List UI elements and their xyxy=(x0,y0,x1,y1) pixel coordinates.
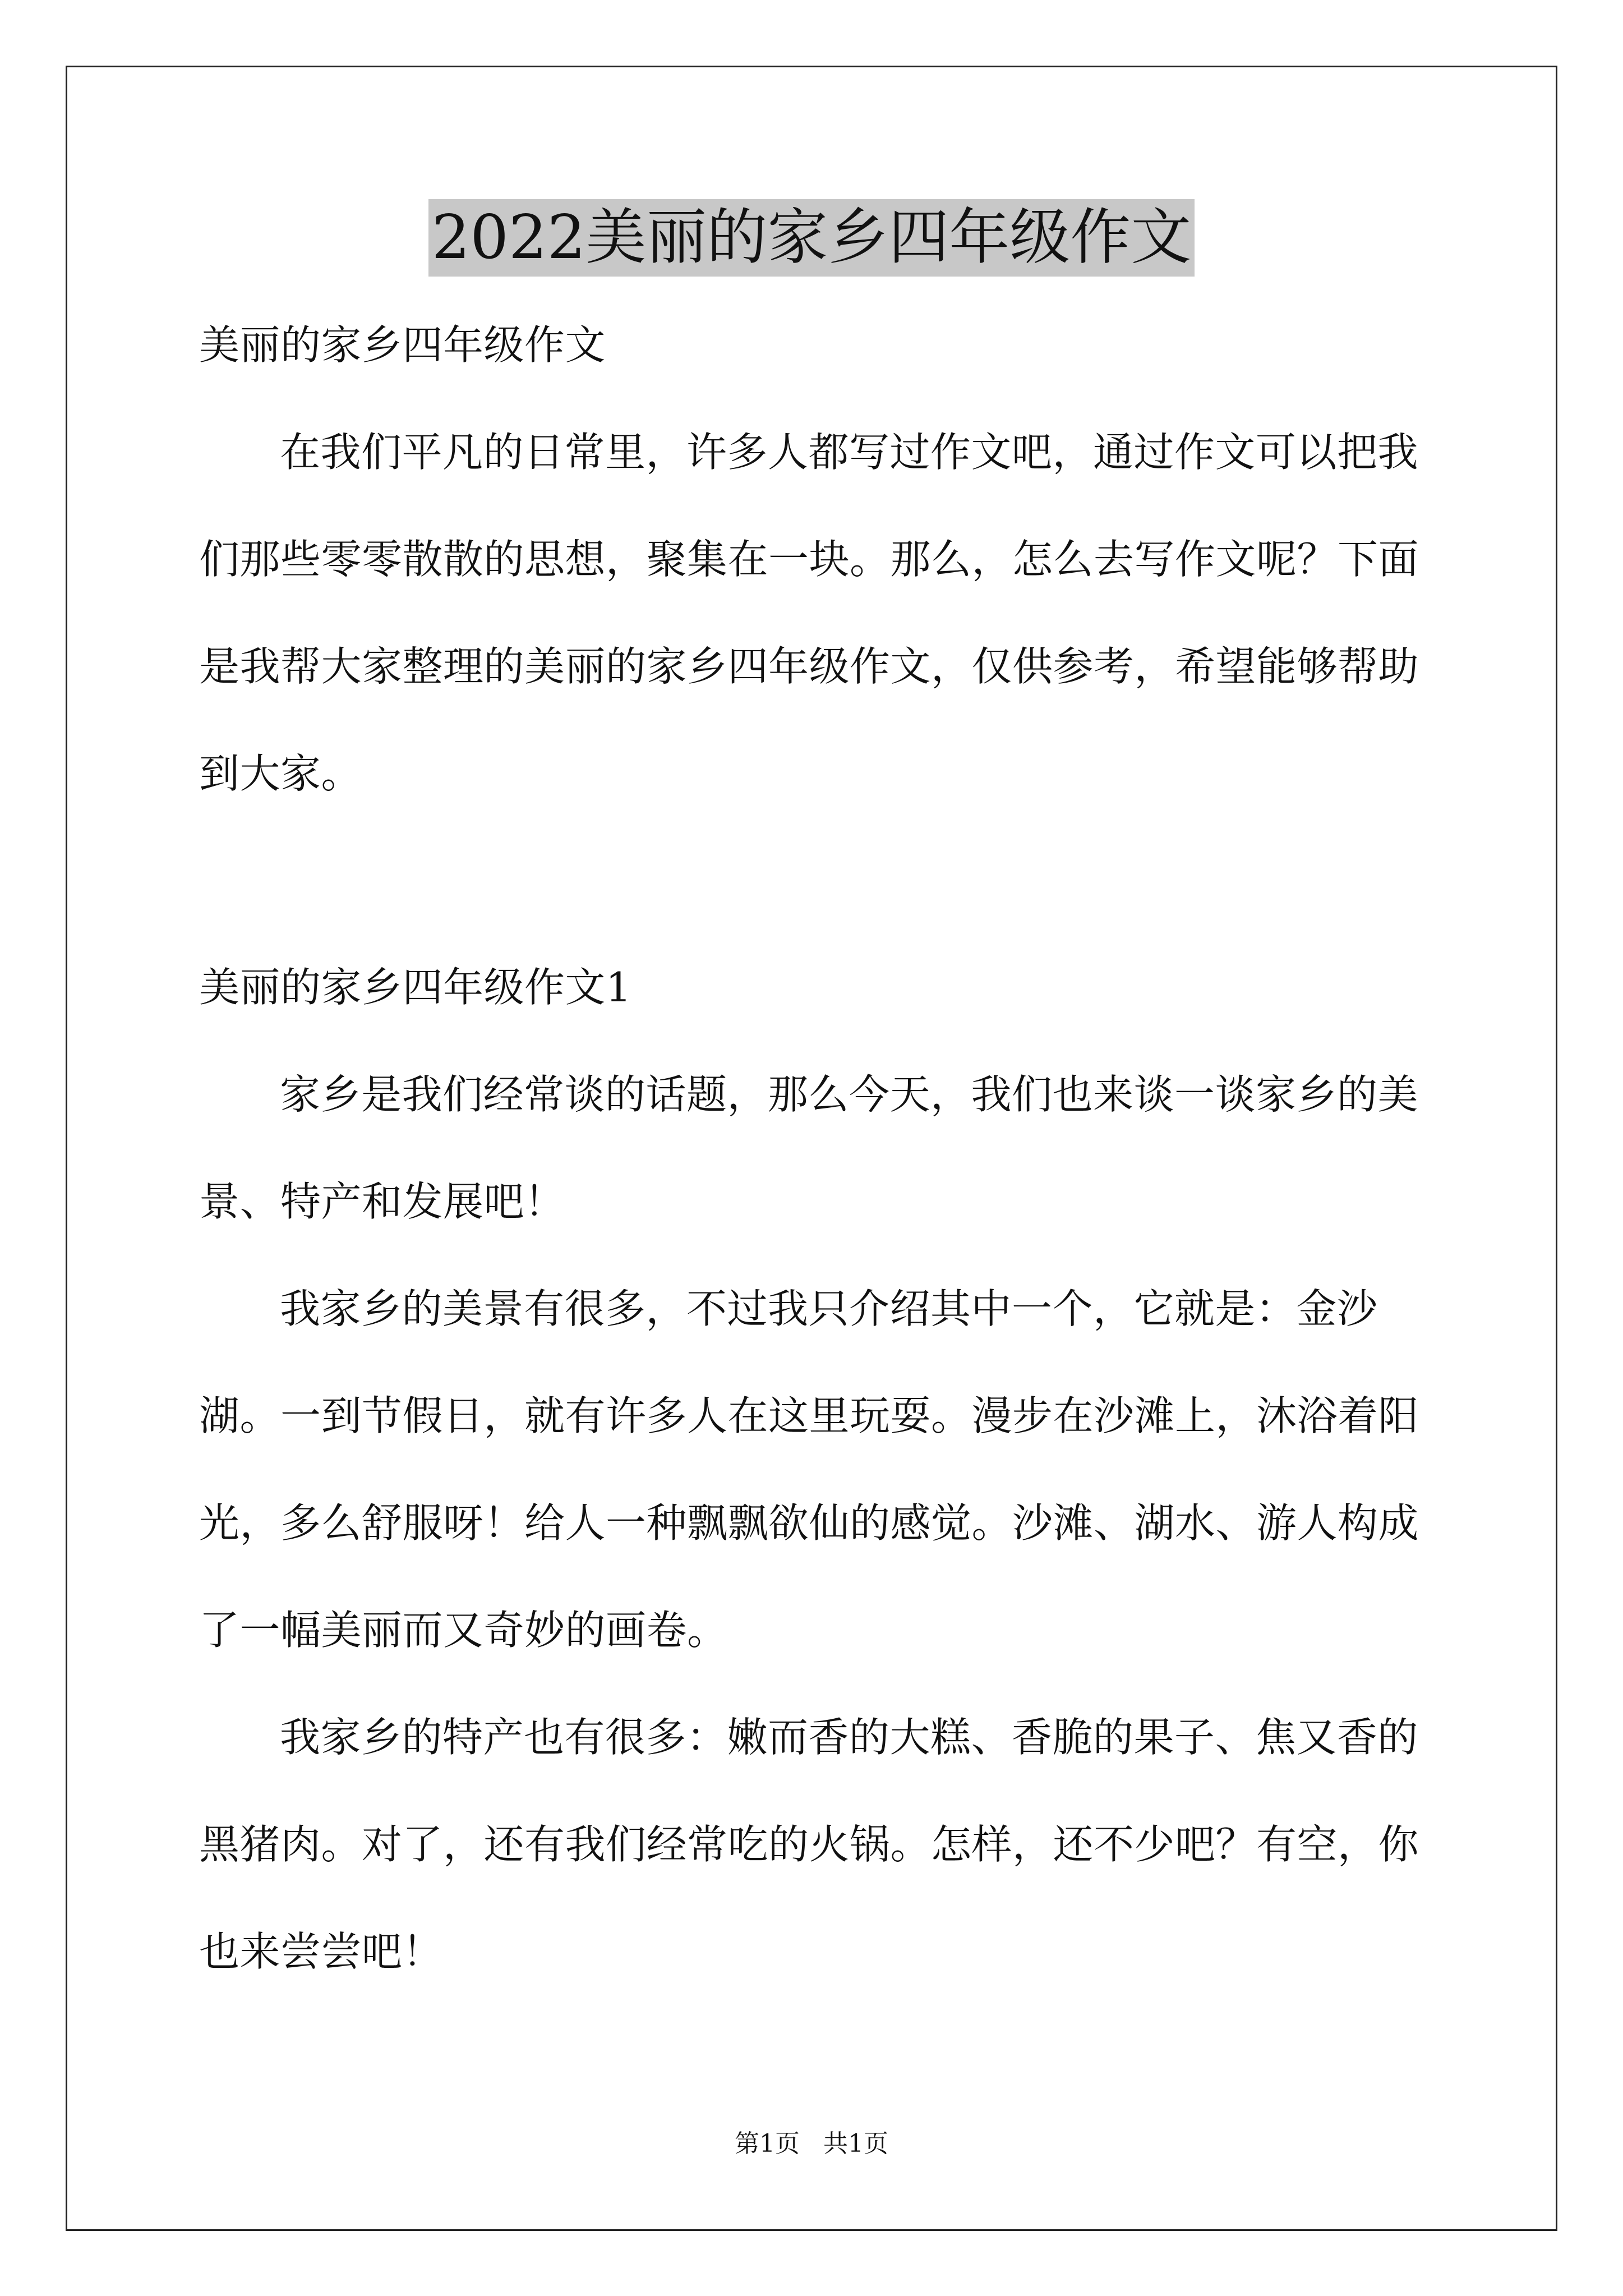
document-title: 2022美丽的家乡四年级作文 xyxy=(428,199,1195,277)
title-container xyxy=(0,199,1623,277)
page-footer: 第1页 共1页 xyxy=(735,2129,888,2158)
section-heading: 美丽的家乡四年级作文1 xyxy=(199,964,632,1011)
body-paragraph: 家乡是我们经常谈的话题，那么今天，我们也来谈一谈家乡的美景、特产和发展吧！ xyxy=(199,1071,1419,1225)
section-spacer xyxy=(199,827,1430,934)
intro-heading: 美丽的家乡四年级作文 xyxy=(199,321,606,369)
body-paragraph: 我家乡的美景有很多，不过我只介绍其中一个，它就是：金沙湖。一到节假日，就有许多人在这里玩耍。漫步在沙滩上，沐浴着阳光，多么舒服呀！给人一种飘飘欲仙的感觉。沙滩、湖水、游人构成了一幅美丽而又奇妙的画卷。 xyxy=(199,1285,1419,1654)
body-paragraph: 我家乡的特产也有很多：嫩而香的大糕、香脆的果子、焦又香的黑猪肉。对了，还有我们经常吃的火锅。怎样，还不少吧？有空，你也来尝尝吧！ xyxy=(199,1714,1419,1975)
document-body xyxy=(199,292,1430,2005)
intro-paragraph: 在我们平凡的日常里，许多人都写过作文吧，通过作文可以把我们那些零零散散的思想，聚集在一块。那么，怎么去写作文呢？下面是我帮大家整理的美丽的家乡四年级作文，仅供参考，希望能够帮助到大家。 xyxy=(199,429,1419,797)
